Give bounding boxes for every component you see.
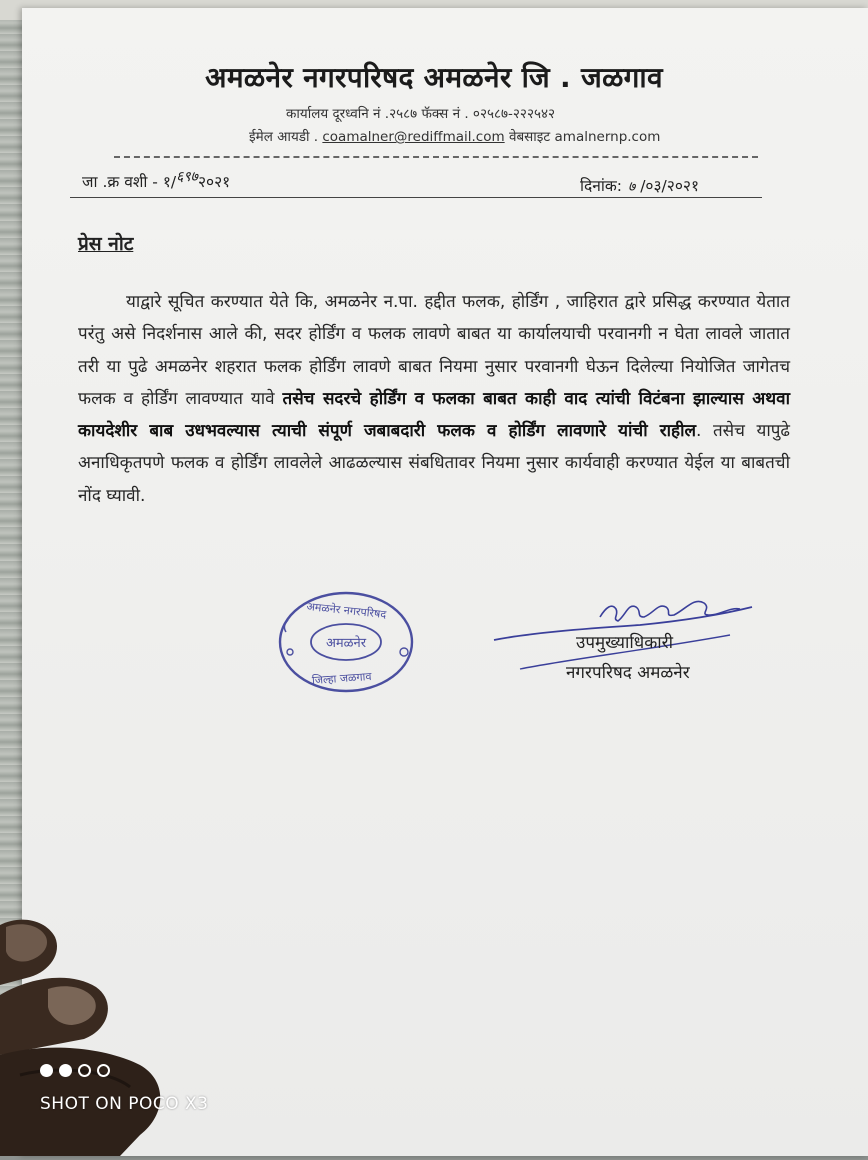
reference-year: २०२१ [197,173,231,191]
phone-fax-line: कार्यालय दूरध्वनि नं .२५८७ फॅक्स नं . ०२५८७-२२२५४२ [286,106,556,122]
camera-watermark: SHOT ON POCO X3 [40,1094,209,1114]
date [580,174,699,196]
date-value: /०३/२०२१ [635,177,700,195]
date-label: दिनांक: [580,177,622,195]
dot-icon [59,1064,72,1077]
website-label: वेबसाइट [504,129,555,145]
website-address: amalnernp.com [554,129,661,145]
dot-icon [40,1064,53,1077]
stamp-center-text: अमळनेर [325,636,367,651]
header-divider [114,156,758,158]
date-handwritten-day: ७ [628,179,636,195]
reference-underline [70,197,762,198]
reference-number [82,170,230,192]
hand-image [0,905,170,1156]
notice-body [78,286,790,512]
official-stamp [276,590,416,694]
email-label: ईमेल आयडी . [249,129,323,145]
notice-body-part2: . तसेच यापुढे अनाधिकृतपणे फलक व होर्डिंग लावलेले आढळल्यास संबधितावर नियमा नुसार कार्यवाही करण्यात येईल या बाबतची नोंद घ्यावी. [78,421,790,506]
signatory-title: उपमुख्याधिकारी [576,633,674,653]
dot-icon [78,1064,91,1077]
dot-icon [97,1064,110,1077]
notice-body-part1: याद्वारे सूचित करण्यात येते कि, अमळनेर न.पा. हद्दीत फलक, होर्डिंग , जाहिरात द्वारे प्रसिद्ध करण्यात येतात परंतु असे निदर्शनास आले की, सदर होर्डिंग व फलक लावणे बाबत या कार्यालयाची परवानगी न घेता लावले जातात तरी या पुढे अमळनेर शहरात फलक होर्डिंग लावणे बाबत नियमा नुसार परवानगी घेऊन दिलेल्या नियोजित जागेतच फलक व होर्डिंग लावण्यात यावे [78,292,790,409]
stamp-bottom-text: जिल्हा जळगाव [311,669,372,688]
letterhead-title: अमळनेर नगरपरिषद अमळनेर जि . जळगाव [205,61,663,94]
reference-label: जा .क्र वशी - १/ [82,173,177,191]
signatory-organization: नगरपरिषद अमळनेर [566,663,690,683]
camera-watermark-dots [40,1062,116,1081]
press-note-heading: प्रेस नोट [78,233,134,255]
email-address: coamalner@rediffmail.com [322,129,505,145]
email-website-line [249,127,660,145]
notice-body-bold: तसेच सदरचे होर्डिंग व फलका बाबत काही वाद त्यांची विटंबना झाल्यास अथवा कायदेशीर बाब उधभवल्यास त्याची संपूर्ण जबाबदारी फलक व होर्डिंग लावणारे यांची राहील [78,388,790,442]
reference-handwritten-number: ६९७ [176,169,198,185]
stamp-top-text: अमळनेर नगरपरिषद [305,599,387,622]
